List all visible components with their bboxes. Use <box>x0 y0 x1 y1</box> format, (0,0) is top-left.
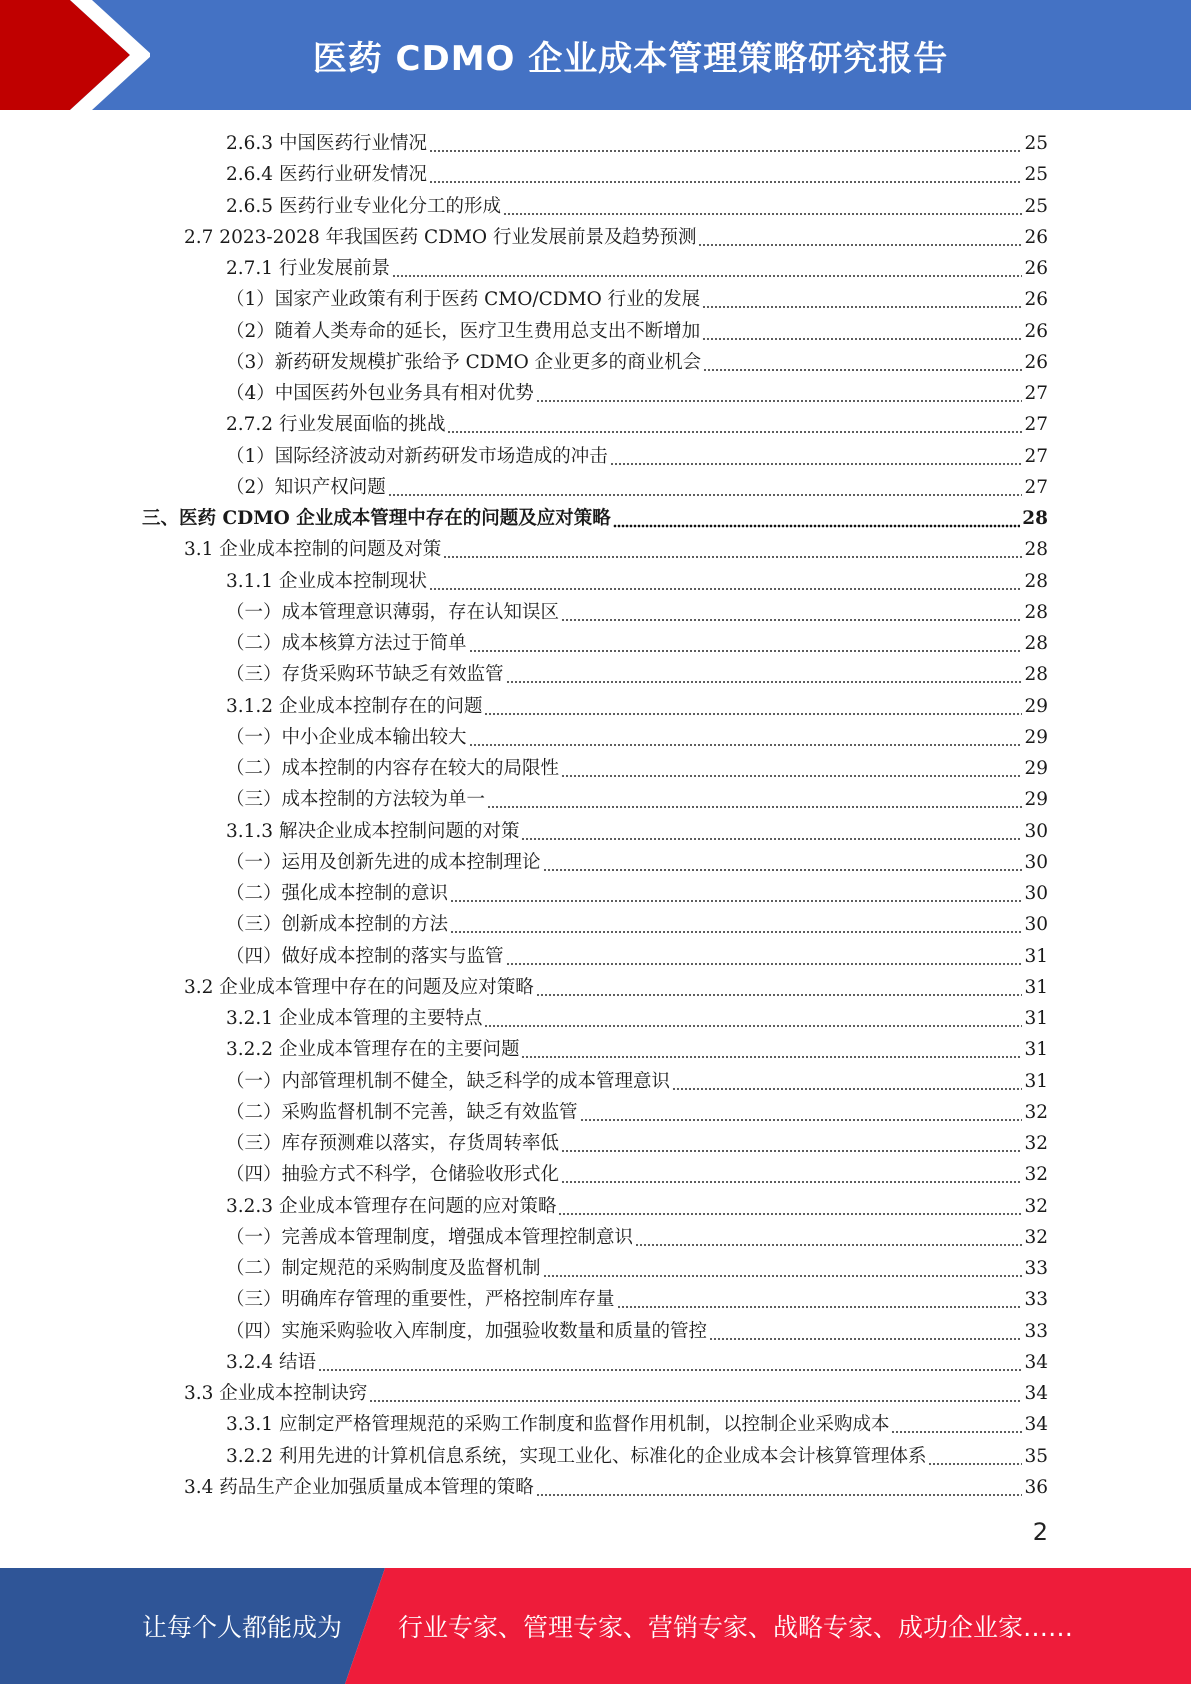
toc-dot-leader <box>487 784 1022 815</box>
toc-entry-page: 34 <box>1024 1414 1048 1436</box>
toc-entry[interactable] <box>226 659 1048 690</box>
toc-entry-page: 32 <box>1024 1101 1048 1123</box>
toc-entry-page: 30 <box>1024 914 1048 936</box>
toc-entry-page: 31 <box>1024 945 1048 967</box>
toc-entry-label: （三）存货采购环节缺乏有效监管 <box>226 664 504 686</box>
toc-dot-leader <box>617 1284 1023 1315</box>
toc-entry-page: 34 <box>1024 1383 1048 1404</box>
toc-entry-label: 3.1.2 企业成本控制存在的问题 <box>226 695 483 717</box>
toc-dot-leader <box>613 503 1021 534</box>
toc-entry-page: 28 <box>1024 664 1048 686</box>
toc-entry-page: 31 <box>1024 1070 1048 1092</box>
toc-entry-page: 26 <box>1024 226 1048 248</box>
toc-entry[interactable] <box>226 347 1048 378</box>
toc-dot-leader <box>503 191 1022 222</box>
toc-entry-label: 2.6.4 医药行业研发情况 <box>226 164 427 186</box>
toc-entry[interactable] <box>226 597 1048 628</box>
toc-entry[interactable] <box>226 1191 1048 1222</box>
toc-entry-page: 27 <box>1024 476 1048 498</box>
toc-entry[interactable] <box>226 816 1048 847</box>
toc-entry[interactable] <box>226 284 1048 315</box>
toc-dot-leader <box>443 534 1022 565</box>
toc-entry[interactable] <box>226 1097 1048 1128</box>
toc-entry-page: 30 <box>1024 883 1048 904</box>
toc-entry[interactable] <box>226 1034 1048 1065</box>
toc-entry-label: （二）采购监督机制不完善，缺乏有效监管 <box>226 1101 578 1123</box>
toc-entry-page: 26 <box>1024 289 1048 311</box>
toc-dot-leader <box>561 1128 1022 1159</box>
toc-entry[interactable] <box>226 1441 1048 1472</box>
toc-entry-label: （四）做好成本控制的落实与监管 <box>226 945 504 967</box>
toc-entry-page: 34 <box>1024 1351 1048 1373</box>
toc-dot-leader <box>698 222 1022 253</box>
toc-entry-label: （二）成本控制的内容存在较大的局限性 <box>226 758 560 779</box>
toc-entry-page: 28 <box>1024 601 1048 623</box>
toc-entry[interactable] <box>226 941 1048 972</box>
toc-dot-leader <box>702 316 1022 347</box>
toc-entry[interactable] <box>226 378 1048 409</box>
toc-entry-label: （三）创新成本控制的方法 <box>226 914 449 936</box>
toc-entry-label: 3.3 企业成本控制诀窍 <box>184 1383 368 1404</box>
toc-entry[interactable] <box>226 1159 1048 1190</box>
report-title: 医药 CDMO 企业成本管理策略研究报告 <box>312 38 949 79</box>
toc-entry-label: （三）明确库存管理的重要性，严格控制库存量 <box>226 1289 615 1311</box>
toc-entry[interactable] <box>226 472 1048 503</box>
toc-entry-label: （1）国家产业政策有利于医药 CMO/CDMO 行业的发展 <box>226 289 701 311</box>
toc-entry-label: 3.2 企业成本管理中存在的问题及应对策略 <box>184 976 534 998</box>
toc-entry-label: 2.7.2 行业发展面临的挑战 <box>226 414 446 436</box>
toc-entry[interactable] <box>226 1066 1048 1097</box>
toc-entry-page: 26 <box>1024 351 1048 373</box>
toc-entry[interactable] <box>226 722 1048 753</box>
toc-entry[interactable] <box>226 1003 1048 1034</box>
toc-entry-label: （三）成本控制的方法较为单一 <box>226 789 486 811</box>
toc-entry-label: （二）强化成本控制的意识 <box>226 883 449 904</box>
toc-entry-page: 27 <box>1024 383 1048 404</box>
toc-dot-leader <box>506 659 1023 690</box>
toc-dot-leader <box>928 1441 1022 1472</box>
toc-dot-leader <box>561 753 1022 784</box>
toc-entry-label: 3.2.2 企业成本管理存在的主要问题 <box>226 1039 520 1061</box>
toc-entry-page: 32 <box>1024 1164 1048 1186</box>
toc-dot-leader <box>447 409 1022 440</box>
toc-entry[interactable] <box>226 566 1048 597</box>
toc-entry[interactable] <box>142 503 1048 534</box>
toc-entry-page: 28 <box>1024 539 1048 561</box>
toc-dot-leader <box>388 472 1023 503</box>
toc-entry-label: （一）成本管理意识薄弱，存在认知误区 <box>226 601 560 623</box>
toc-dot-leader <box>561 1159 1022 1190</box>
toc-entry-page: 32 <box>1024 1133 1048 1154</box>
toc-dot-leader <box>484 691 1022 722</box>
toc-entry[interactable] <box>226 409 1048 440</box>
toc-entry[interactable] <box>226 784 1048 815</box>
toc-entry-page: 26 <box>1024 258 1048 279</box>
toc-entry[interactable] <box>226 1347 1048 1378</box>
toc-entry-label: 3.4 药品生产企业加强质量成本管理的策略 <box>184 1476 534 1498</box>
toc-dot-leader <box>709 1316 1022 1347</box>
toc-entry-label: （四）实施采购验收入库制度，加强验收数量和质量的管控 <box>226 1320 708 1342</box>
toc-entry[interactable] <box>226 1222 1048 1253</box>
toc-entry-label: 3.1.3 解决企业成本控制问题的对策 <box>226 820 520 842</box>
toc-dot-leader <box>635 1222 1022 1253</box>
toc-entry[interactable] <box>226 753 1048 784</box>
toc-entry-label: 3.2.1 企业成本管理的主要特点 <box>226 1008 483 1029</box>
footer-slogan-left: 让每个人都能成为 <box>142 1613 343 1642</box>
toc-entry-page: 31 <box>1024 976 1048 998</box>
toc-entry[interactable] <box>226 1253 1048 1284</box>
toc-entry-page: 35 <box>1024 1445 1048 1467</box>
toc-entry-page: 25 <box>1024 133 1048 154</box>
toc-entry[interactable] <box>184 972 1048 1003</box>
toc-dot-leader <box>580 1097 1023 1128</box>
toc-dot-leader <box>561 597 1022 628</box>
toc-entry[interactable] <box>226 878 1048 909</box>
toc-dot-leader <box>702 284 1022 315</box>
toc-entry-page: 33 <box>1024 1289 1048 1311</box>
toc-entry[interactable] <box>226 847 1048 878</box>
toc-entry[interactable] <box>226 628 1048 659</box>
page-number: 2 <box>1032 1518 1048 1546</box>
toc-entry-label: （一）运用及创新先进的成本控制理论 <box>226 851 541 873</box>
toc-entry-page: 29 <box>1024 695 1048 717</box>
toc-entry-label: 3.2.4 结语 <box>226 1351 316 1373</box>
toc-entry-page: 30 <box>1024 820 1048 842</box>
toc-dot-leader <box>450 878 1022 909</box>
toc-entry-page: 28 <box>1024 633 1048 654</box>
toc-entry-label: （三）库存预测难以落实，存货周转率低 <box>226 1133 560 1154</box>
toc-entry[interactable] <box>226 316 1048 347</box>
toc-entry[interactable] <box>226 441 1048 472</box>
toc-entry-page: 31 <box>1024 1039 1048 1061</box>
toc-entry-page: 25 <box>1024 195 1048 217</box>
toc-entry[interactable] <box>226 691 1048 722</box>
toc-entry-label: 3.1 企业成本控制的问题及对策 <box>184 539 442 561</box>
toc-entry[interactable] <box>226 1409 1048 1440</box>
toc-dot-leader <box>536 378 1023 409</box>
toc-dot-leader <box>543 847 1023 878</box>
toc-dot-leader <box>450 909 1022 940</box>
toc-entry-page: 30 <box>1024 851 1048 873</box>
toc-dot-leader <box>469 628 1023 659</box>
toc-dot-leader <box>392 253 1022 284</box>
toc-entry-page: 27 <box>1024 445 1048 467</box>
toc-dot-leader <box>429 566 1022 597</box>
toc-entry-page: 27 <box>1024 414 1048 436</box>
toc-entry-label: （一）完善成本管理制度，增强成本管理控制意识 <box>226 1226 634 1248</box>
toc-entry[interactable] <box>226 1284 1048 1315</box>
toc-dot-leader <box>521 816 1022 847</box>
toc-entry-label: （1）国际经济波动对新药研发市场造成的冲击 <box>226 445 608 467</box>
toc-dot-leader <box>469 722 1023 753</box>
toc-dot-leader <box>536 972 1023 1003</box>
toc-entry[interactable] <box>226 1128 1048 1159</box>
toc-entry-page: 29 <box>1024 789 1048 811</box>
toc-entry-label: 3.2.3 企业成本管理存在问题的应对策略 <box>226 1195 557 1217</box>
toc-entry-label: （四）抽验方式不科学，仓储验收形式化 <box>226 1164 560 1186</box>
toc-dot-leader <box>558 1191 1022 1222</box>
toc-entry-label: 2.7 2023-2028 年我国医药 CDMO 行业发展前景及趋势预测 <box>184 226 697 248</box>
toc-entry-label: （3）新药研发规模扩张给予 CDMO 企业更多的商业机会 <box>226 351 702 373</box>
toc-entry[interactable] <box>184 1378 1048 1409</box>
toc-dot-leader <box>429 128 1022 159</box>
toc-entry-page: 25 <box>1024 164 1048 186</box>
toc-entry-label: 2.6.3 中国医药行业情况 <box>226 133 427 154</box>
toc-entry-label: 2.7.1 行业发展前景 <box>226 258 390 279</box>
toc-entry-label: 2.6.5 医药行业专业化分工的形成 <box>226 195 501 217</box>
toc-entry[interactable] <box>226 1316 1048 1347</box>
toc-entry-label: 3.2.2 利用先进的计算机信息系统，实现工业化、标准化的企业成本会计核算管理体系 <box>226 1445 927 1467</box>
toc-entry-page: 32 <box>1024 1226 1048 1248</box>
toc-entry[interactable] <box>226 253 1048 284</box>
toc-entry[interactable] <box>226 191 1048 222</box>
toc-entry[interactable] <box>184 222 1048 253</box>
toc-entry-label: （2）随着人类寿命的延长，医疗卫生费用总支出不断增加 <box>226 320 701 342</box>
page-header <box>0 0 1191 110</box>
page-footer <box>0 1568 1191 1684</box>
toc-dot-leader <box>506 941 1023 972</box>
toc-entry[interactable] <box>184 534 1048 565</box>
toc-dot-leader <box>610 441 1023 472</box>
toc-entry-page: 33 <box>1024 1258 1048 1279</box>
toc-entry-label: （二）成本核算方法过于简单 <box>226 633 467 654</box>
toc-entry-label: 三、医药 CDMO 企业成本管理中存在的问题及应对策略 <box>142 508 611 529</box>
toc-entry-label: （2）知识产权问题 <box>226 476 386 498</box>
toc-entry[interactable] <box>226 128 1048 159</box>
toc-entry-label: （一）中小企业成本输出较大 <box>226 726 467 748</box>
toc-entry-page: 32 <box>1024 1195 1048 1217</box>
toc-dot-leader <box>429 159 1022 190</box>
toc-entry-page: 33 <box>1024 1320 1048 1342</box>
toc-entry-page: 28 <box>1024 570 1048 592</box>
footer-slogan-right: 行业专家、管理专家、营销专家、战略专家、成功企业家…… <box>398 1613 1074 1642</box>
toc-dot-leader <box>521 1034 1022 1065</box>
toc-entry-page: 36 <box>1024 1476 1048 1498</box>
toc-entry-label: （二）制定规范的采购制度及监督机制 <box>226 1258 541 1279</box>
toc-entry-label: 3.1.1 企业成本控制现状 <box>226 570 427 592</box>
toc-entry-label: 3.3.1 应制定严格管理规范的采购工作制度和监督作用机制，以控制企业采购成本 <box>226 1414 890 1436</box>
toc-dot-leader <box>484 1003 1022 1034</box>
toc-entry-label: （一）内部管理机制不健全，缺乏科学的成本管理意识 <box>226 1070 671 1092</box>
toc-entry-page: 28 <box>1022 508 1048 529</box>
toc-dot-leader <box>891 1409 1022 1440</box>
toc-entry[interactable] <box>226 159 1048 190</box>
toc-entry-label: （4）中国医药外包业务具有相对优势 <box>226 383 534 404</box>
toc-dot-leader <box>318 1347 1023 1378</box>
toc-dot-leader <box>672 1066 1022 1097</box>
toc-entry[interactable] <box>184 1472 1048 1503</box>
toc-dot-leader <box>536 1472 1023 1503</box>
toc-entry-page: 26 <box>1024 320 1048 342</box>
toc-entry[interactable] <box>226 909 1048 940</box>
toc-dot-leader <box>703 347 1022 378</box>
toc-dot-leader <box>543 1253 1023 1284</box>
toc-dot-leader <box>369 1378 1022 1409</box>
toc-entry-page: 29 <box>1024 758 1048 779</box>
toc-entry-page: 31 <box>1024 1008 1048 1029</box>
toc-entry-page: 29 <box>1024 726 1048 748</box>
